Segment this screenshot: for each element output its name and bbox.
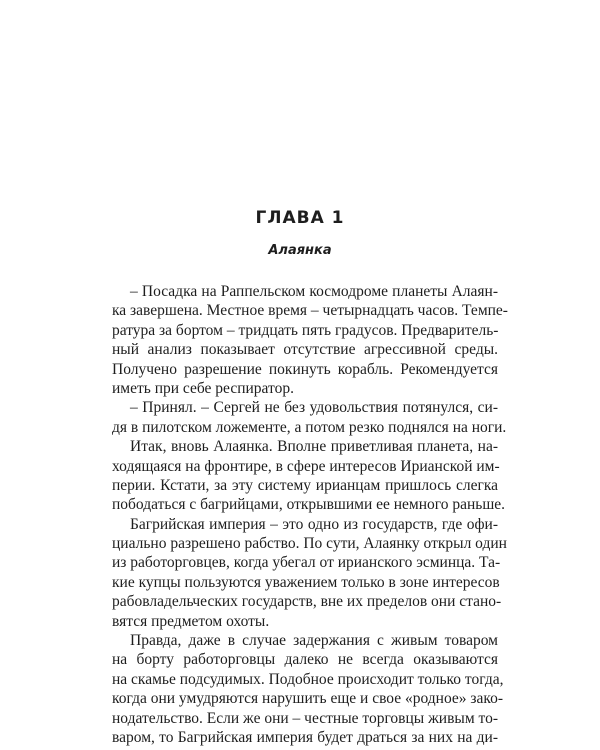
text-line: нодательство. Если же они – честные торговцы живым то- <box>112 709 498 727</box>
text-line: вятся предметом охоты. <box>112 612 270 630</box>
text-line: – Принял. – Сергей не без удовольствия потянулся, си- <box>130 399 498 417</box>
text-line: пободаться с багрийцами, открывшими ее немного раньше. <box>112 496 506 514</box>
text-line: на скамье подсудимых. Подобное происходит только тогда, <box>112 670 504 688</box>
text-line: – Посадка на Раппельском космодроме планеты Алаян- <box>130 283 498 300</box>
text-line: на борту работорговцы далеко не всегда оказываются <box>112 651 498 669</box>
text-line: ратура за бортом – тридцать пять градусов. Предваритель- <box>112 321 499 339</box>
chapter-title: ГЛАВА 1 <box>255 208 345 228</box>
text-line: из работорговцев, когда убегал от ирианского эсминца. Та- <box>112 554 501 572</box>
text-line: ный анализ показывает отсутствие агрессивной среды. <box>112 341 498 359</box>
text-line: варом, то Багрийская империя будет драться за них на ди- <box>112 728 498 746</box>
text-line: Багрийская империя – это одно из государств, где офи- <box>130 515 498 533</box>
text-line: иметь при себе респиратор. <box>112 379 294 397</box>
text-line: Правда, даже в случае задержания с живым товаром <box>130 632 498 650</box>
body-text <box>112 282 508 747</box>
text-line: рабовладельческих государств, вне их пределов они стано- <box>112 593 502 611</box>
text-line: циально разрешено рабство. По сути, Алаянку открыл один <box>112 535 507 553</box>
text-line: Итак, вновь Алаянка. Вполне приветливая планета, на- <box>130 438 498 456</box>
text-line: кие купцы пользуются уважением только в зоне интересов <box>112 573 500 591</box>
text-line: Получено разрешение покинуть корабль. Рекомендуется <box>112 360 498 378</box>
text-line: перии. Кстати, за эту систему ирианцам пришлось слегка <box>112 476 498 494</box>
text-line: когда они умудряются нарушить еще и свое «родное» зако- <box>112 690 504 708</box>
text-line: дя в пилотском ложементе, а потом резко поднялся на ноги. <box>112 418 507 436</box>
text-line: ходящаяся на фронтире, в сфере интересов Ирианской им- <box>112 457 500 475</box>
chapter-subtitle: Алаянка <box>268 243 332 258</box>
text-line: ка завершена. Местное время – четырнадцать часов. Темпе- <box>112 302 508 320</box>
